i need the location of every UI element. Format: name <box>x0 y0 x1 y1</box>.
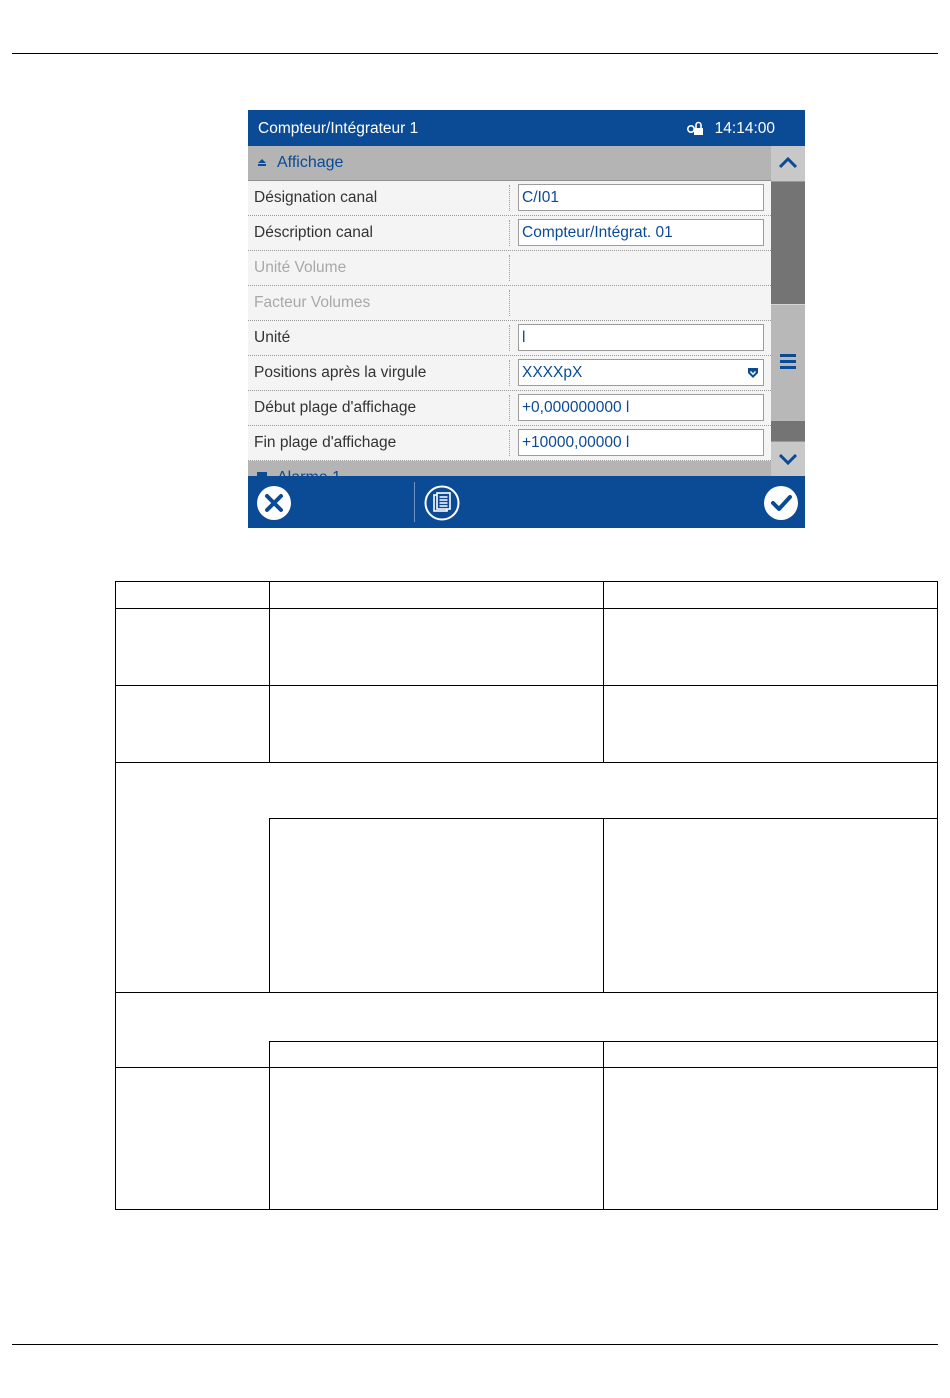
table-cell <box>115 608 270 686</box>
param-row-volume-unit <box>248 251 771 286</box>
clock: 14:14:00 <box>714 120 775 137</box>
row-separator <box>509 360 510 386</box>
row-separator <box>509 220 510 246</box>
range-start-field[interactable]: +0,000000000 l <box>518 394 764 421</box>
table-group-cell <box>115 992 270 1068</box>
table-cell <box>603 608 938 686</box>
param-row-range-end[interactable] <box>248 426 771 461</box>
table-header-col1 <box>115 581 270 609</box>
table-cell <box>603 1067 938 1210</box>
footer-divider <box>414 482 415 522</box>
action-bar <box>248 476 805 528</box>
param-label: Désignation canal <box>254 189 378 206</box>
param-row-unit[interactable] <box>248 321 771 356</box>
table-cell <box>115 1067 270 1210</box>
range-end-field[interactable]: +10000,00000 l <box>518 429 764 456</box>
param-row-description[interactable] <box>248 216 771 251</box>
row-separator <box>509 185 510 211</box>
scroll-up-icon <box>771 146 805 181</box>
window-title: Compteur/Intégrateur 1 <box>258 120 419 137</box>
table-cell <box>269 818 604 993</box>
documents-icon[interactable] <box>424 485 460 521</box>
scroll-track[interactable] <box>771 182 805 304</box>
row-separator <box>509 325 510 351</box>
page-footer-rule <box>12 1344 938 1345</box>
table-cell <box>269 685 604 763</box>
param-row-designation[interactable] <box>248 181 771 216</box>
title-bar <box>248 110 805 146</box>
row-separator <box>509 430 510 456</box>
section-title: Affichage <box>277 154 344 171</box>
table-group-cell <box>115 762 270 993</box>
table-span-cell <box>269 992 938 1042</box>
table-span-cell <box>269 762 938 819</box>
designation-field[interactable]: C/I01 <box>518 184 764 211</box>
page-header-rule <box>12 53 938 54</box>
scroll-down-icon <box>771 442 805 477</box>
param-label: Déscription canal <box>254 224 373 241</box>
row-separator <box>509 290 510 316</box>
table-cell <box>115 685 270 763</box>
param-label: Fin plage d'affichage <box>254 434 397 451</box>
table-cell <box>603 1041 938 1068</box>
device-screen <box>248 110 805 528</box>
unit-field[interactable]: l <box>518 324 764 351</box>
confirm-icon[interactable] <box>763 485 799 521</box>
collapse-icon[interactable] <box>257 157 267 167</box>
param-label: Unité <box>254 329 291 346</box>
scroll-track-lower[interactable] <box>771 421 805 441</box>
table-header-col2 <box>269 581 604 609</box>
scroll-down-button[interactable] <box>771 441 805 477</box>
parameter-list <box>248 146 771 476</box>
param-label: Début plage d'affichage <box>254 399 417 416</box>
scroll-thumb[interactable] <box>771 304 805 422</box>
row-separator <box>509 395 510 421</box>
param-label: Facteur Volumes <box>254 294 371 311</box>
table-cell <box>269 1067 604 1210</box>
description-field[interactable]: Compteur/Intégrat. 01 <box>518 219 764 246</box>
param-row-range-start[interactable] <box>248 391 771 426</box>
table-cell <box>269 1041 604 1068</box>
param-row-decimals[interactable] <box>248 356 771 391</box>
lock-icon <box>686 120 704 136</box>
table-cell <box>603 818 938 993</box>
table-cell <box>603 685 938 763</box>
decimals-select[interactable] <box>518 359 764 386</box>
section-header-affichage[interactable] <box>248 146 771 181</box>
menu-icon <box>771 305 805 421</box>
param-label: Unité Volume <box>254 259 347 276</box>
scrollbar[interactable] <box>771 146 805 476</box>
scroll-up-button[interactable] <box>771 146 805 182</box>
table-header-col3 <box>603 581 938 609</box>
cancel-icon[interactable] <box>256 485 292 521</box>
decimals-value: XXXXpX <box>522 364 583 381</box>
param-row-volume-factor <box>248 286 771 321</box>
param-label: Positions après la virgule <box>254 364 427 381</box>
dropdown-icon[interactable] <box>748 368 758 378</box>
row-separator <box>509 255 510 281</box>
table-cell <box>269 608 604 686</box>
